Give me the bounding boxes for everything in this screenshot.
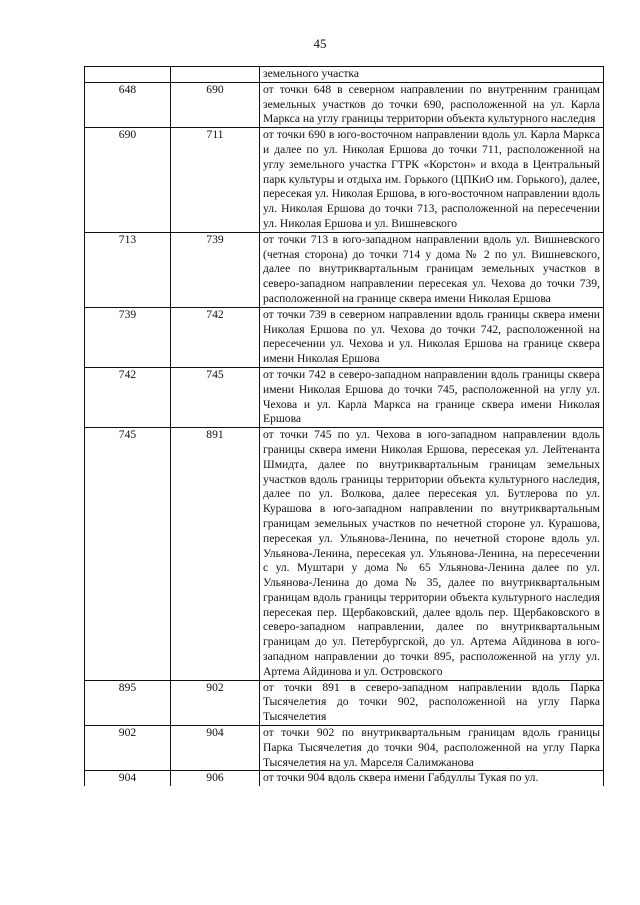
route-description-cell: от точки 648 в северном направлении по внутренним границам земельных участков до точки 690, расположенной на ул. Карла Маркса на углу границы территории объекта культурного наследия [260, 82, 604, 127]
boundary-points-table [84, 66, 604, 786]
to-point-cell [171, 67, 260, 83]
to-point-cell: 745 [171, 367, 260, 427]
to-point-cell: 739 [171, 232, 260, 307]
route-description-cell: земельного участка [260, 67, 604, 83]
route-description-cell: от точки 690 в юго-восточном направлении вдоль ул. Карла Маркса и далее по ул. Николая Ершова до точки 711, расположенной на углу земельного участка ГТРК «Корстон» и входа в Центральный парк культуры и отдыха им. Горького (ЦПКиО им. Горького), далее, пересекая ул. Николая Ершова, в юго-восточном направлении вдоль ул. Николая Ершова до точки 713, расположенной на пересечении ул. Николая Ершова и ул. Вишневского [260, 128, 604, 233]
route-description-cell: от точки 742 в северо-западном направлении вдоль границы сквера имени Николая Ершова до точки 745, расположенной на углу ул. Чехова и ул. Карла Маркса на границе сквера имени Николая Ершова [260, 367, 604, 427]
page-number: 45 [313, 36, 327, 51]
table-row [85, 367, 604, 427]
from-point-cell: 648 [85, 82, 171, 127]
from-point-cell: 745 [85, 428, 171, 681]
from-point-cell: 739 [85, 307, 171, 367]
from-point-cell: 690 [85, 128, 171, 233]
table-row [85, 82, 604, 127]
from-point-cell: 713 [85, 232, 171, 307]
to-point-cell: 711 [171, 128, 260, 233]
to-point-cell: 891 [171, 428, 260, 681]
to-point-cell: 902 [171, 680, 260, 725]
to-point-cell: 904 [171, 726, 260, 771]
table-row [85, 726, 604, 771]
to-point-cell: 906 [171, 771, 260, 786]
route-description-cell: от точки 891 в северо-западном направлении вдоль Парка Тысячелетия до точки 902, расположенной на углу Парка Тысячелетия [260, 680, 604, 725]
table-row [85, 307, 604, 367]
from-point-cell: 902 [85, 726, 171, 771]
route-description-cell: от точки 904 вдоль сквера имени Габдуллы Тукая по ул. [260, 771, 604, 786]
route-description-cell: от точки 739 в северном направлении вдоль границы сквера имени Николая Ершова по ул. Чехова до точки 742, расположенной на пересечении ул. Чехова и ул. Николая Ершова на границе сквера имени Николая Ершова [260, 307, 604, 367]
table-row [85, 128, 604, 233]
route-description-cell: от точки 902 по внутриквартальным границам вдоль границы Парка Тысячелетия до точки 904, расположенной на углу Парка Тысячелетия на ул. Марселя Салимжанова [260, 726, 604, 771]
from-point-cell: 742 [85, 367, 171, 427]
table-row [85, 771, 604, 786]
from-point-cell: 904 [85, 771, 171, 786]
to-point-cell: 690 [171, 82, 260, 127]
from-point-cell [85, 67, 171, 83]
from-point-cell: 895 [85, 680, 171, 725]
route-description-cell: от точки 745 по ул. Чехова в юго-западном направлении вдоль границы сквера имени Николая Ершова, пересекая ул. Лейтенанта Шмидта, далее по внутриквартальным границам земельных участков вдоль границы территории объекта культурного наследия, далее по ул. Волкова, далее пересекая ул. Бутлерова по ул. Курашова в юго-западном направлении по внутриквартальным границам земельных участков по нечетной стороне ул. Курашова, пересекая ул. Ульянова-Ленина, по нечетной стороне вдоль ул. Ульянова-Ленина, пересекая ул. Ульянова-Ленина, на пересечении с ул. Муштари у дома № 65 Ульянова-Ленина далее по ул. Ульянова-Ленина до дома № 35, далее по внутриквартальным границам вдоль границы территории объекта культурного наследия пересекая пер. Щербаковский, далее вдоль пер. Щербаковского в северо-западном направлении, далее по внутриквартальным границам до ул. Петербургской, до ул. Артема Айдинова в юго-западном направлении до точки 895, расположенной на углу ул. Артема Айдинова и ул. Островского [260, 428, 604, 681]
table-row [85, 428, 604, 681]
table-row [85, 67, 604, 83]
table-row [85, 680, 604, 725]
route-description-cell: от точки 713 в юго-западном направлении вдоль ул. Вишневского (четная сторона) до точки 714 у дома № 2 по ул. Вишневского, далее по внутриквартальным границам земельных участков в северо-западном направлении пересекая ул. Чехова до точки 739, расположенной на границе сквера имени Николая Ершова [260, 232, 604, 307]
to-point-cell: 742 [171, 307, 260, 367]
table-row [85, 232, 604, 307]
